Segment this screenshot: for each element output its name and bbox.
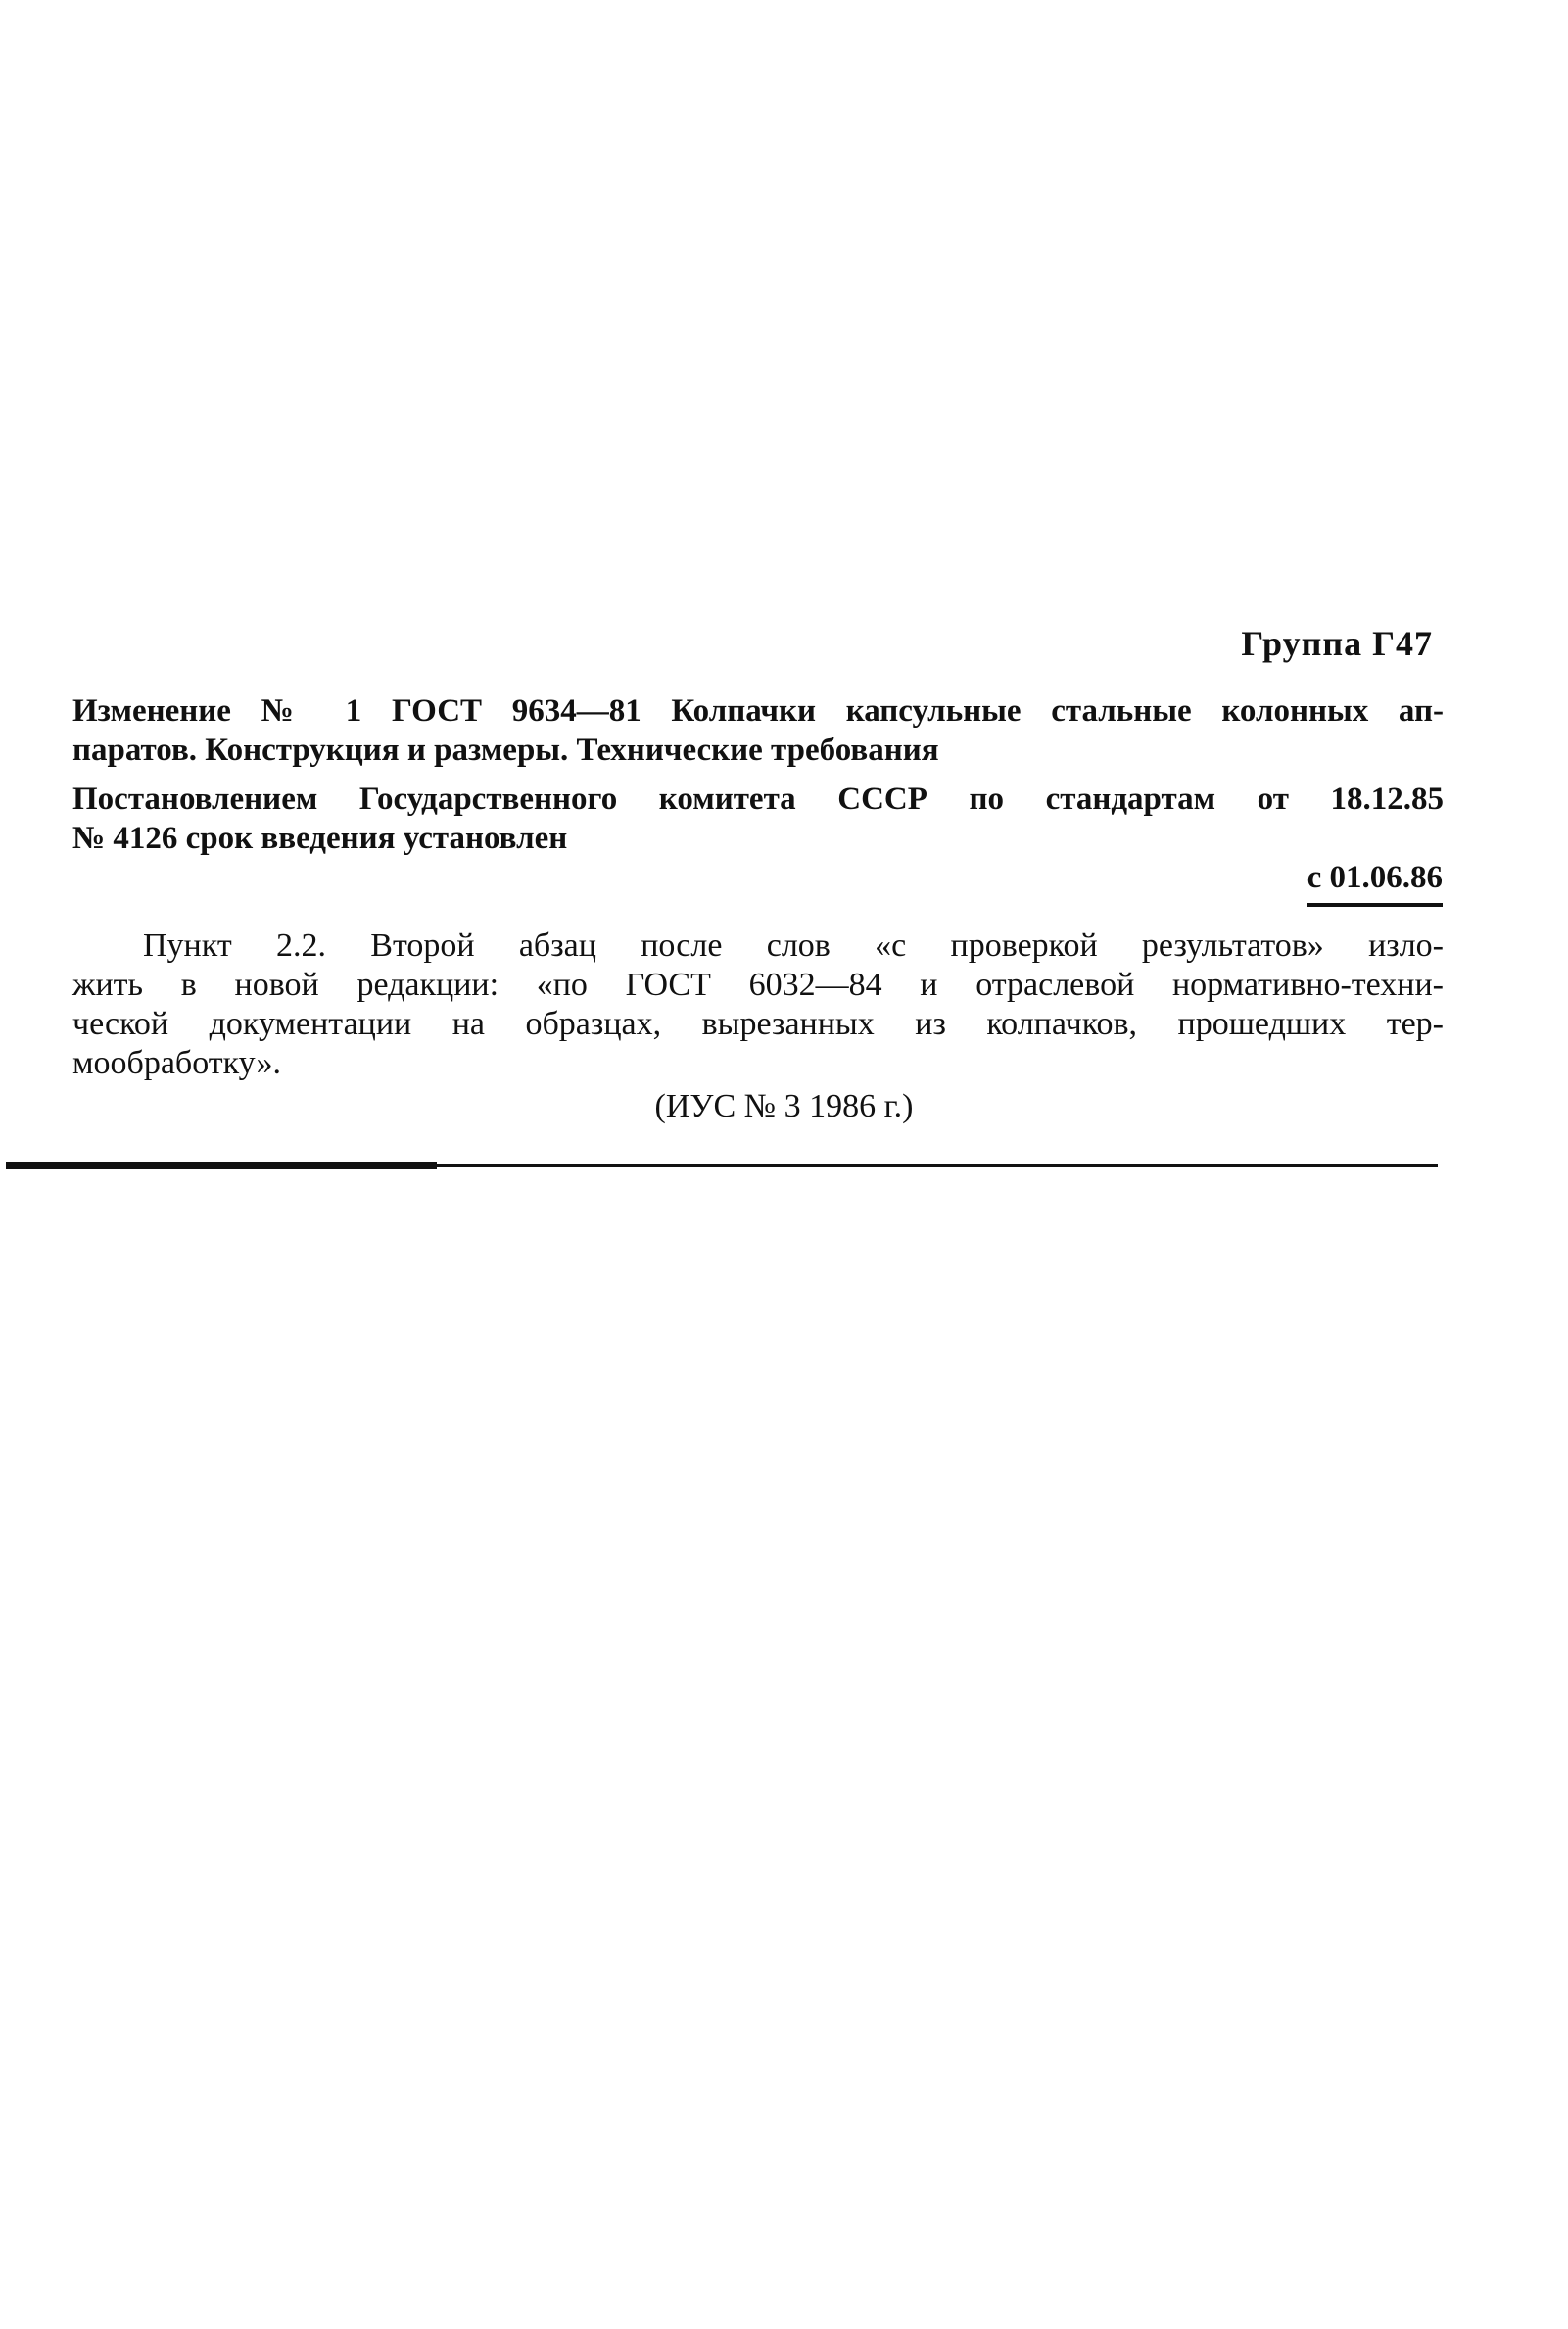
body-line: мообработку». bbox=[72, 1045, 281, 1081]
resolution-line: № 4126 срок введения установлен bbox=[72, 821, 568, 856]
change-title-line: Изменение № 1 ГОСТ 9634—81 Колпачки капсульные стальные колонных ап- bbox=[72, 693, 1444, 729]
effective-date: с 01.06.86 bbox=[1307, 858, 1443, 907]
body-line: жить в новой редакции: «по ГОСТ 6032—84 и отраслевой нормативно-техни- bbox=[72, 967, 1444, 1003]
change-title-line: паратов. Конструкция и размеры. Технические требования bbox=[72, 733, 939, 768]
body-line: ческой документации на образцах, вырезанных из колпачков, прошедших тер- bbox=[72, 1006, 1444, 1042]
resolution-line: Постановлением Государственного комитета СССР по стандартам от 18.12.85 bbox=[72, 782, 1444, 817]
source-reference: (ИУС № 3 1986 г.) bbox=[654, 1088, 914, 1124]
body-line: Пункт 2.2. Второй абзац после слов «с проверкой результатов» изло- bbox=[143, 927, 1444, 964]
change-title bbox=[72, 691, 1444, 770]
group-label: Группа Г47 bbox=[1241, 624, 1433, 663]
resolution-text bbox=[72, 780, 1444, 858]
footer-divider-thick bbox=[6, 1162, 437, 1169]
amendment-body bbox=[72, 927, 1444, 1083]
